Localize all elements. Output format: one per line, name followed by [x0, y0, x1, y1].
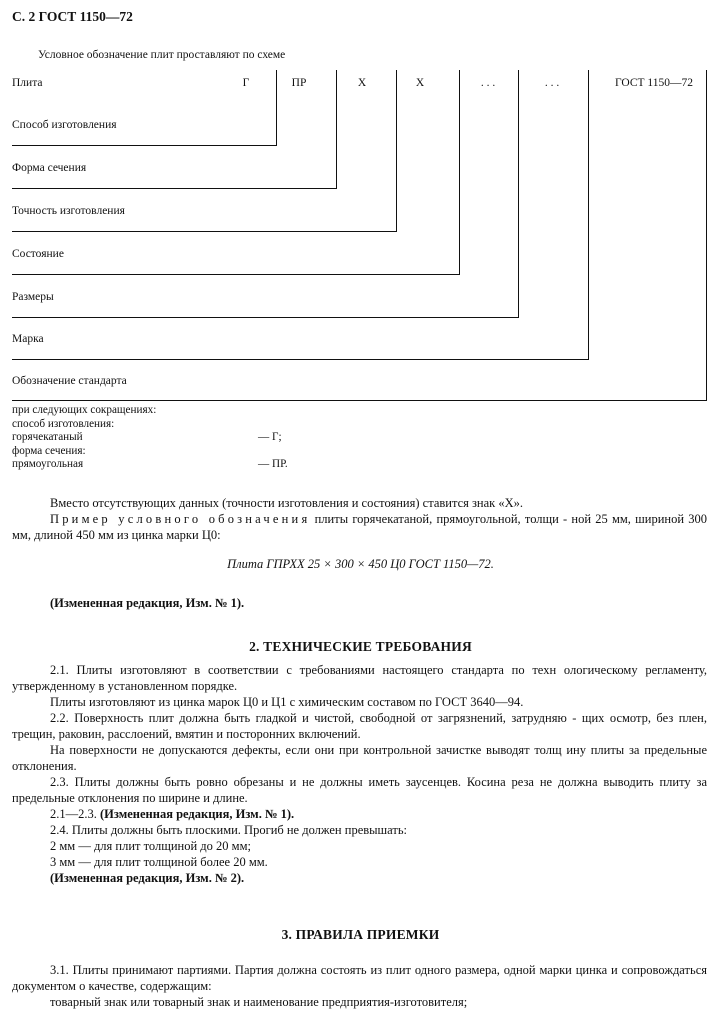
- revision-note: (Измененная редакция, Изм. № 2).: [50, 871, 245, 885]
- example-paragraph: [12, 511, 707, 544]
- paragraph-2-3: 2.3. Плиты должны быть ровно обрезаны и не должны иметь заусенцев. Косина реза не должна выводить плиту за предельные отклонения по ширине и длине.: [12, 775, 707, 806]
- scheme-code-standard: ГОСТ 1150—72: [615, 77, 693, 89]
- page-header: С. 2 ГОСТ 1150—72: [12, 9, 133, 24]
- scheme-label-shape: Форма сечения: [12, 162, 87, 174]
- example-designation: Плита ГПРХХ 25 × 300 × 450 Ц0 ГОСТ 1150—72.: [227, 557, 494, 571]
- abbr-value: — Г;: [258, 431, 282, 444]
- paragraph-2-2: 2.2. Поверхность плит должна быть гладкой и чистой, свободной от загрязнений, затрудняю - щих осмотр, без плен, трещин, раковин, расслоений, вмятин и посторонних включений.: [12, 711, 707, 742]
- example-text: плиты горячекатаной, прямоугольной, толщи - ной 25 мм, шириной 300 мм, длиной 450 мм из цинка марки Ц0:: [12, 512, 707, 543]
- section-2-title: 2. ТЕХНИЧЕСКИЕ ТРЕБОВАНИЯ: [249, 639, 472, 654]
- section-3-title: 3. ПРАВИЛА ПРИЕМКИ: [281, 927, 440, 942]
- scheme-code-accuracy: Х: [357, 77, 367, 89]
- revision-note: (Измененная редакция, Изм. № 1).: [100, 807, 295, 821]
- scheme-code-grade: . . .: [544, 77, 560, 89]
- example-lead: Пример условного обозначения: [50, 512, 311, 526]
- paragraph-2-1: 2.1. Плиты изготовляют в соответствии с требованиями настоящего стандарта по техн ологическому регламенту, утвержденному в установленном порядке.: [12, 663, 707, 694]
- revision-note: (Измененная редакция, Изм. № 1).: [50, 596, 245, 610]
- paragraph-2-1-material: Плиты изготовляют из цинка марок Ц0 и Ц1 с химическим составом по ГОСТ 3640—94.: [50, 695, 524, 709]
- abbr-label: горячекатаный: [12, 431, 83, 444]
- abbr-label: прямоугольная: [12, 458, 84, 471]
- paragraph-2-2-defects: На поверхности не допускаются дефекты, если они при контрольной зачистке выводят толщ ину плиты за предельные отклонения.: [12, 743, 707, 774]
- scheme-code-method: Г: [242, 77, 250, 89]
- scheme-intro: Условное обозначение плит проставляют по схеме: [38, 49, 286, 61]
- scheme-label-sizes: Размеры: [12, 291, 54, 303]
- deflection-limit-2: 3 мм — для плит толщиной более 20 мм.: [50, 855, 268, 869]
- scheme-code-shape: ПР: [291, 77, 307, 89]
- paragraph-2-4: 2.4. Плиты должны быть плоскими. Прогиб не должен превышать:: [50, 823, 408, 837]
- scheme-code-sizes: . . .: [480, 77, 496, 89]
- abbr-value: — ПР.: [258, 458, 288, 471]
- scheme-label-standard: Обозначение стандарта: [12, 375, 127, 387]
- scheme-label-grade: Марка: [12, 333, 44, 345]
- paragraph-3-1: 3.1. Плиты принимают партиями. Партия должна состоять из плит одного размера, одной марки цинка и сопровождаться документом о качестве, содержащим:: [12, 963, 707, 994]
- scheme-label-accuracy: Точность изготовления: [12, 205, 125, 217]
- revision-range: 2.1—2.3.: [50, 807, 100, 821]
- paragraph-3-1-item: товарный знак или товарный знак и наименование предприятия-изготовителя;: [50, 995, 468, 1009]
- scheme-row-label: Плита: [12, 77, 43, 89]
- abbr-label: способ изготовления:: [12, 417, 115, 430]
- scheme-label-method: Способ изготовления: [12, 119, 117, 131]
- scheme-label-state: Состояние: [12, 248, 64, 260]
- deflection-limit-1: 2 мм — для плит толщиной до 20 мм;: [50, 839, 251, 853]
- designation-scheme: [0, 0, 721, 410]
- abbreviations-block: [12, 404, 412, 472]
- scheme-code-state: Х: [415, 77, 425, 89]
- abbreviations-intro: при следующих сокращениях:: [12, 404, 157, 416]
- revision-2-1-2-3: [12, 806, 707, 822]
- abbr-label: форма сечения:: [12, 444, 86, 457]
- missing-data-note: Вместо отсутствующих данных (точности изготовления и состояния) ставится знак «Х».: [50, 496, 524, 510]
